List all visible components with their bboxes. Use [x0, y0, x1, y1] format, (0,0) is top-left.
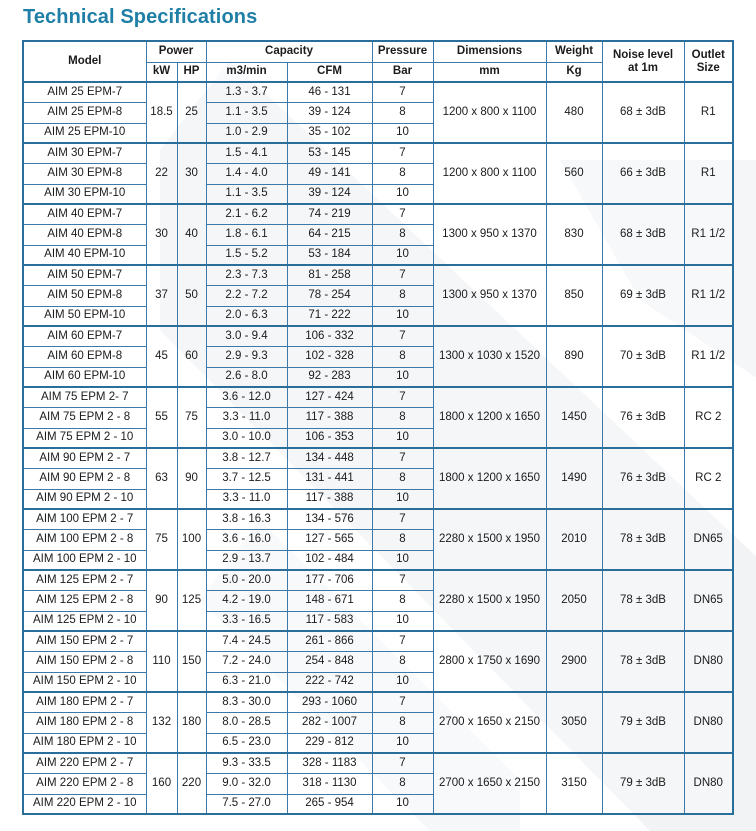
capacity-m3min-cell: 1.4 - 4.0	[206, 163, 287, 184]
power-kw-cell: 37	[146, 265, 177, 326]
header-kg: Kg	[546, 62, 602, 82]
outlet-size-cell: DN80	[684, 692, 733, 753]
capacity-cfm-cell: 106 - 353	[287, 428, 372, 448]
pressure-bar-cell: 8	[372, 773, 433, 794]
capacity-m3min-cell: 3.7 - 12.5	[206, 468, 287, 489]
pressure-bar-cell: 8	[372, 163, 433, 184]
capacity-cfm-cell: 49 - 141	[287, 163, 372, 184]
model-cell: AIM 180 EPM 2 - 7	[23, 692, 146, 712]
capacity-m3min-cell: 2.0 - 6.3	[206, 306, 287, 326]
header-model: Model	[23, 41, 146, 82]
power-hp-cell: 40	[177, 204, 206, 265]
table-row	[23, 387, 733, 407]
page-title: Technical Specifications	[23, 6, 258, 28]
outlet-size-cell: RC 2	[684, 448, 733, 509]
model-cell: AIM 50 EPM-10	[23, 306, 146, 326]
dimensions-cell: 1300 x 950 x 1370	[433, 265, 546, 326]
capacity-m3min-cell: 8.3 - 30.0	[206, 692, 287, 712]
pressure-bar-cell: 10	[372, 794, 433, 814]
capacity-m3min-cell: 3.8 - 12.7	[206, 448, 287, 468]
header-pressure: Pressure	[372, 41, 433, 62]
capacity-cfm-cell: 134 - 576	[287, 509, 372, 529]
capacity-cfm-cell: 134 - 448	[287, 448, 372, 468]
model-cell: AIM 90 EPM 2 - 8	[23, 468, 146, 489]
noise-level-cell: 79 ± 3dB	[602, 753, 684, 814]
capacity-m3min-cell: 3.0 - 9.4	[206, 326, 287, 346]
model-cell: AIM 40 EPM-7	[23, 204, 146, 224]
model-cell: AIM 40 EPM-10	[23, 245, 146, 265]
capacity-cfm-cell: 74 - 219	[287, 204, 372, 224]
pressure-bar-cell: 8	[372, 529, 433, 550]
capacity-m3min-cell: 1.5 - 5.2	[206, 245, 287, 265]
model-cell: AIM 75 EPM 2- 7	[23, 387, 146, 407]
table-row	[23, 82, 733, 102]
power-hp-cell: 30	[177, 143, 206, 204]
capacity-m3min-cell: 8.0 - 28.5	[206, 712, 287, 733]
dimensions-cell: 1800 x 1200 x 1650	[433, 387, 546, 448]
outlet-size-cell: DN80	[684, 753, 733, 814]
header-hp: HP	[177, 62, 206, 82]
outlet-size-cell: DN80	[684, 631, 733, 692]
model-cell: AIM 30 EPM-10	[23, 184, 146, 204]
power-kw-cell: 55	[146, 387, 177, 448]
capacity-cfm-cell: 39 - 124	[287, 102, 372, 123]
pressure-bar-cell: 10	[372, 428, 433, 448]
pressure-bar-cell: 8	[372, 102, 433, 123]
capacity-m3min-cell: 3.3 - 11.0	[206, 489, 287, 509]
outlet-size-cell: DN65	[684, 570, 733, 631]
model-cell: AIM 150 EPM 2 - 7	[23, 631, 146, 651]
weight-cell: 1450	[546, 387, 602, 448]
model-cell: AIM 75 EPM 2 - 8	[23, 407, 146, 428]
model-cell: AIM 60 EPM-8	[23, 346, 146, 367]
model-cell: AIM 30 EPM-8	[23, 163, 146, 184]
pressure-bar-cell: 8	[372, 224, 433, 245]
noise-level-cell: 78 ± 3dB	[602, 631, 684, 692]
header-dimensions: Dimensions	[433, 41, 546, 62]
capacity-cfm-cell: 127 - 424	[287, 387, 372, 407]
spec-table	[22, 40, 734, 815]
pressure-bar-cell: 7	[372, 204, 433, 224]
pressure-bar-cell: 7	[372, 570, 433, 590]
dimensions-cell: 1300 x 950 x 1370	[433, 204, 546, 265]
dimensions-cell: 1300 x 1030 x 1520	[433, 326, 546, 387]
weight-cell: 890	[546, 326, 602, 387]
power-kw-cell: 110	[146, 631, 177, 692]
noise-level-cell: 68 ± 3dB	[602, 204, 684, 265]
table-row	[23, 204, 733, 224]
pressure-bar-cell: 8	[372, 468, 433, 489]
capacity-m3min-cell: 5.0 - 20.0	[206, 570, 287, 590]
model-cell: AIM 90 EPM 2 - 7	[23, 448, 146, 468]
pressure-bar-cell: 8	[372, 407, 433, 428]
capacity-m3min-cell: 7.2 - 24.0	[206, 651, 287, 672]
capacity-cfm-cell: 148 - 671	[287, 590, 372, 611]
noise-level-cell: 68 ± 3dB	[602, 82, 684, 143]
capacity-cfm-cell: 81 - 258	[287, 265, 372, 285]
power-kw-cell: 132	[146, 692, 177, 753]
pressure-bar-cell: 7	[372, 631, 433, 651]
header-outlet-size-line2: Size	[696, 61, 720, 74]
dimensions-cell: 2280 x 1500 x 1950	[433, 509, 546, 570]
capacity-cfm-cell: 71 - 222	[287, 306, 372, 326]
model-cell: AIM 25 EPM-8	[23, 102, 146, 123]
capacity-m3min-cell: 2.9 - 13.7	[206, 550, 287, 570]
capacity-m3min-cell: 1.0 - 2.9	[206, 123, 287, 143]
weight-cell: 3150	[546, 753, 602, 814]
pressure-bar-cell: 10	[372, 367, 433, 387]
weight-cell: 1490	[546, 448, 602, 509]
pressure-bar-cell: 8	[372, 590, 433, 611]
pressure-bar-cell: 10	[372, 245, 433, 265]
power-kw-cell: 30	[146, 204, 177, 265]
capacity-cfm-cell: 265 - 954	[287, 794, 372, 814]
model-cell: AIM 125 EPM 2 - 10	[23, 611, 146, 631]
power-kw-cell: 90	[146, 570, 177, 631]
capacity-m3min-cell: 6.3 - 21.0	[206, 672, 287, 692]
outlet-size-cell: R1 1/2	[684, 265, 733, 326]
dimensions-cell: 2700 x 1650 x 2150	[433, 753, 546, 814]
model-cell: AIM 30 EPM-7	[23, 143, 146, 163]
capacity-cfm-cell: 117 - 388	[287, 489, 372, 509]
spec-table-body	[23, 82, 733, 814]
model-cell: AIM 150 EPM 2 - 8	[23, 651, 146, 672]
capacity-cfm-cell: 254 - 848	[287, 651, 372, 672]
capacity-m3min-cell: 4.2 - 19.0	[206, 590, 287, 611]
pressure-bar-cell: 7	[372, 143, 433, 163]
dimensions-cell: 2800 x 1750 x 1690	[433, 631, 546, 692]
power-hp-cell: 150	[177, 631, 206, 692]
outlet-size-cell: RC 2	[684, 387, 733, 448]
capacity-m3min-cell: 2.2 - 7.2	[206, 285, 287, 306]
weight-cell: 2010	[546, 509, 602, 570]
capacity-m3min-cell: 6.5 - 23.0	[206, 733, 287, 753]
capacity-cfm-cell: 293 - 1060	[287, 692, 372, 712]
capacity-cfm-cell: 117 - 583	[287, 611, 372, 631]
header-noise-level-line2: at 1m	[627, 61, 659, 74]
capacity-m3min-cell: 3.6 - 16.0	[206, 529, 287, 550]
capacity-cfm-cell: 53 - 184	[287, 245, 372, 265]
model-cell: AIM 50 EPM-8	[23, 285, 146, 306]
dimensions-cell: 1800 x 1200 x 1650	[433, 448, 546, 509]
pressure-bar-cell: 7	[372, 692, 433, 712]
capacity-m3min-cell: 2.3 - 7.3	[206, 265, 287, 285]
noise-level-cell: 76 ± 3dB	[602, 387, 684, 448]
model-cell: AIM 40 EPM-8	[23, 224, 146, 245]
noise-level-cell: 76 ± 3dB	[602, 448, 684, 509]
capacity-m3min-cell: 3.8 - 16.3	[206, 509, 287, 529]
weight-cell: 2900	[546, 631, 602, 692]
pressure-bar-cell: 10	[372, 672, 433, 692]
power-kw-cell: 22	[146, 143, 177, 204]
header-outlet-size-line1: Outlet	[691, 48, 725, 61]
outlet-size-cell: R1 1/2	[684, 326, 733, 387]
dimensions-cell: 2280 x 1500 x 1950	[433, 570, 546, 631]
header-capacity: Capacity	[206, 41, 372, 62]
header-m3min: m3/min	[206, 62, 287, 82]
power-hp-cell: 100	[177, 509, 206, 570]
weight-cell: 2050	[546, 570, 602, 631]
weight-cell: 480	[546, 82, 602, 143]
pressure-bar-cell: 7	[372, 448, 433, 468]
power-hp-cell: 50	[177, 265, 206, 326]
model-cell: AIM 100 EPM 2 - 10	[23, 550, 146, 570]
pressure-bar-cell: 7	[372, 387, 433, 407]
model-cell: AIM 25 EPM-7	[23, 82, 146, 102]
capacity-m3min-cell: 7.4 - 24.5	[206, 631, 287, 651]
weight-cell: 3050	[546, 692, 602, 753]
capacity-m3min-cell: 9.0 - 32.0	[206, 773, 287, 794]
header-outlet-size	[684, 41, 733, 82]
capacity-cfm-cell: 92 - 283	[287, 367, 372, 387]
model-cell: AIM 125 EPM 2 - 7	[23, 570, 146, 590]
power-kw-cell: 63	[146, 448, 177, 509]
capacity-cfm-cell: 117 - 388	[287, 407, 372, 428]
power-kw-cell: 18.5	[146, 82, 177, 143]
power-hp-cell: 90	[177, 448, 206, 509]
pressure-bar-cell: 10	[372, 306, 433, 326]
model-cell: AIM 60 EPM-7	[23, 326, 146, 346]
capacity-m3min-cell: 1.8 - 6.1	[206, 224, 287, 245]
capacity-cfm-cell: 222 - 742	[287, 672, 372, 692]
header-noise-level-line1: Noise level	[612, 48, 674, 61]
model-cell: AIM 180 EPM 2 - 8	[23, 712, 146, 733]
model-cell: AIM 220 EPM 2 - 7	[23, 753, 146, 773]
capacity-m3min-cell: 9.3 - 33.5	[206, 753, 287, 773]
capacity-cfm-cell: 318 - 1130	[287, 773, 372, 794]
outlet-size-cell: R1	[684, 82, 733, 143]
header-noise-level	[602, 41, 684, 82]
outlet-size-cell: R1 1/2	[684, 204, 733, 265]
header-bar: Bar	[372, 62, 433, 82]
capacity-m3min-cell: 1.3 - 3.7	[206, 82, 287, 102]
table-row	[23, 631, 733, 651]
noise-level-cell: 78 ± 3dB	[602, 509, 684, 570]
table-row	[23, 143, 733, 163]
capacity-cfm-cell: 229 - 812	[287, 733, 372, 753]
model-cell: AIM 125 EPM 2 - 8	[23, 590, 146, 611]
pressure-bar-cell: 7	[372, 509, 433, 529]
model-cell: AIM 180 EPM 2 - 10	[23, 733, 146, 753]
capacity-cfm-cell: 131 - 441	[287, 468, 372, 489]
capacity-cfm-cell: 64 - 215	[287, 224, 372, 245]
pressure-bar-cell: 10	[372, 123, 433, 143]
capacity-m3min-cell: 1.1 - 3.5	[206, 184, 287, 204]
capacity-m3min-cell: 2.6 - 8.0	[206, 367, 287, 387]
power-kw-cell: 45	[146, 326, 177, 387]
model-cell: AIM 50 EPM-7	[23, 265, 146, 285]
capacity-m3min-cell: 3.6 - 12.0	[206, 387, 287, 407]
capacity-cfm-cell: 102 - 328	[287, 346, 372, 367]
pressure-bar-cell: 8	[372, 285, 433, 306]
noise-level-cell: 69 ± 3dB	[602, 265, 684, 326]
weight-cell: 830	[546, 204, 602, 265]
pressure-bar-cell: 7	[372, 753, 433, 773]
capacity-cfm-cell: 53 - 145	[287, 143, 372, 163]
dimensions-cell: 1200 x 800 x 1100	[433, 82, 546, 143]
model-cell: AIM 90 EPM 2 - 10	[23, 489, 146, 509]
noise-level-cell: 78 ± 3dB	[602, 570, 684, 631]
capacity-m3min-cell: 2.9 - 9.3	[206, 346, 287, 367]
model-cell: AIM 100 EPM 2 - 8	[23, 529, 146, 550]
pressure-bar-cell: 7	[372, 265, 433, 285]
model-cell: AIM 60 EPM-10	[23, 367, 146, 387]
dimensions-cell: 2700 x 1650 x 2150	[433, 692, 546, 753]
model-cell: AIM 100 EPM 2 - 7	[23, 509, 146, 529]
capacity-cfm-cell: 177 - 706	[287, 570, 372, 590]
capacity-m3min-cell: 3.0 - 10.0	[206, 428, 287, 448]
capacity-m3min-cell: 1.1 - 3.5	[206, 102, 287, 123]
pressure-bar-cell: 10	[372, 489, 433, 509]
noise-level-cell: 79 ± 3dB	[602, 692, 684, 753]
capacity-cfm-cell: 282 - 1007	[287, 712, 372, 733]
model-cell: AIM 75 EPM 2 - 10	[23, 428, 146, 448]
model-cell: AIM 25 EPM-10	[23, 123, 146, 143]
table-row	[23, 509, 733, 529]
table-row	[23, 753, 733, 773]
weight-cell: 850	[546, 265, 602, 326]
model-cell: AIM 150 EPM 2 - 10	[23, 672, 146, 692]
pressure-bar-cell: 10	[372, 550, 433, 570]
header-cfm: CFM	[287, 62, 372, 82]
pressure-bar-cell: 8	[372, 346, 433, 367]
capacity-cfm-cell: 102 - 484	[287, 550, 372, 570]
model-cell: AIM 220 EPM 2 - 8	[23, 773, 146, 794]
capacity-m3min-cell: 3.3 - 16.5	[206, 611, 287, 631]
capacity-cfm-cell: 261 - 866	[287, 631, 372, 651]
header-kw: kW	[146, 62, 177, 82]
table-row	[23, 448, 733, 468]
noise-level-cell: 66 ± 3dB	[602, 143, 684, 204]
power-kw-cell: 160	[146, 753, 177, 814]
power-hp-cell: 75	[177, 387, 206, 448]
capacity-cfm-cell: 46 - 131	[287, 82, 372, 102]
capacity-cfm-cell: 106 - 332	[287, 326, 372, 346]
weight-cell: 560	[546, 143, 602, 204]
header-mm: mm	[433, 62, 546, 82]
capacity-cfm-cell: 328 - 1183	[287, 753, 372, 773]
capacity-m3min-cell: 1.5 - 4.1	[206, 143, 287, 163]
table-row	[23, 326, 733, 346]
outlet-size-cell: R1	[684, 143, 733, 204]
pressure-bar-cell: 7	[372, 326, 433, 346]
table-row	[23, 570, 733, 590]
power-hp-cell: 60	[177, 326, 206, 387]
capacity-cfm-cell: 35 - 102	[287, 123, 372, 143]
noise-level-cell: 70 ± 3dB	[602, 326, 684, 387]
power-kw-cell: 75	[146, 509, 177, 570]
outlet-size-cell: DN65	[684, 509, 733, 570]
pressure-bar-cell: 10	[372, 184, 433, 204]
power-hp-cell: 125	[177, 570, 206, 631]
table-row	[23, 692, 733, 712]
pressure-bar-cell: 10	[372, 611, 433, 631]
pressure-bar-cell: 8	[372, 712, 433, 733]
power-hp-cell: 180	[177, 692, 206, 753]
header-weight: Weight	[546, 41, 602, 62]
capacity-cfm-cell: 78 - 254	[287, 285, 372, 306]
capacity-m3min-cell: 3.3 - 11.0	[206, 407, 287, 428]
capacity-m3min-cell: 7.5 - 27.0	[206, 794, 287, 814]
capacity-m3min-cell: 2.1 - 6.2	[206, 204, 287, 224]
pressure-bar-cell: 8	[372, 651, 433, 672]
table-row	[23, 265, 733, 285]
power-hp-cell: 220	[177, 753, 206, 814]
power-hp-cell: 25	[177, 82, 206, 143]
dimensions-cell: 1200 x 800 x 1100	[433, 143, 546, 204]
model-cell: AIM 220 EPM 2 - 10	[23, 794, 146, 814]
capacity-cfm-cell: 127 - 565	[287, 529, 372, 550]
header-power: Power	[146, 41, 206, 62]
pressure-bar-cell: 7	[372, 82, 433, 102]
pressure-bar-cell: 10	[372, 733, 433, 753]
capacity-cfm-cell: 39 - 124	[287, 184, 372, 204]
